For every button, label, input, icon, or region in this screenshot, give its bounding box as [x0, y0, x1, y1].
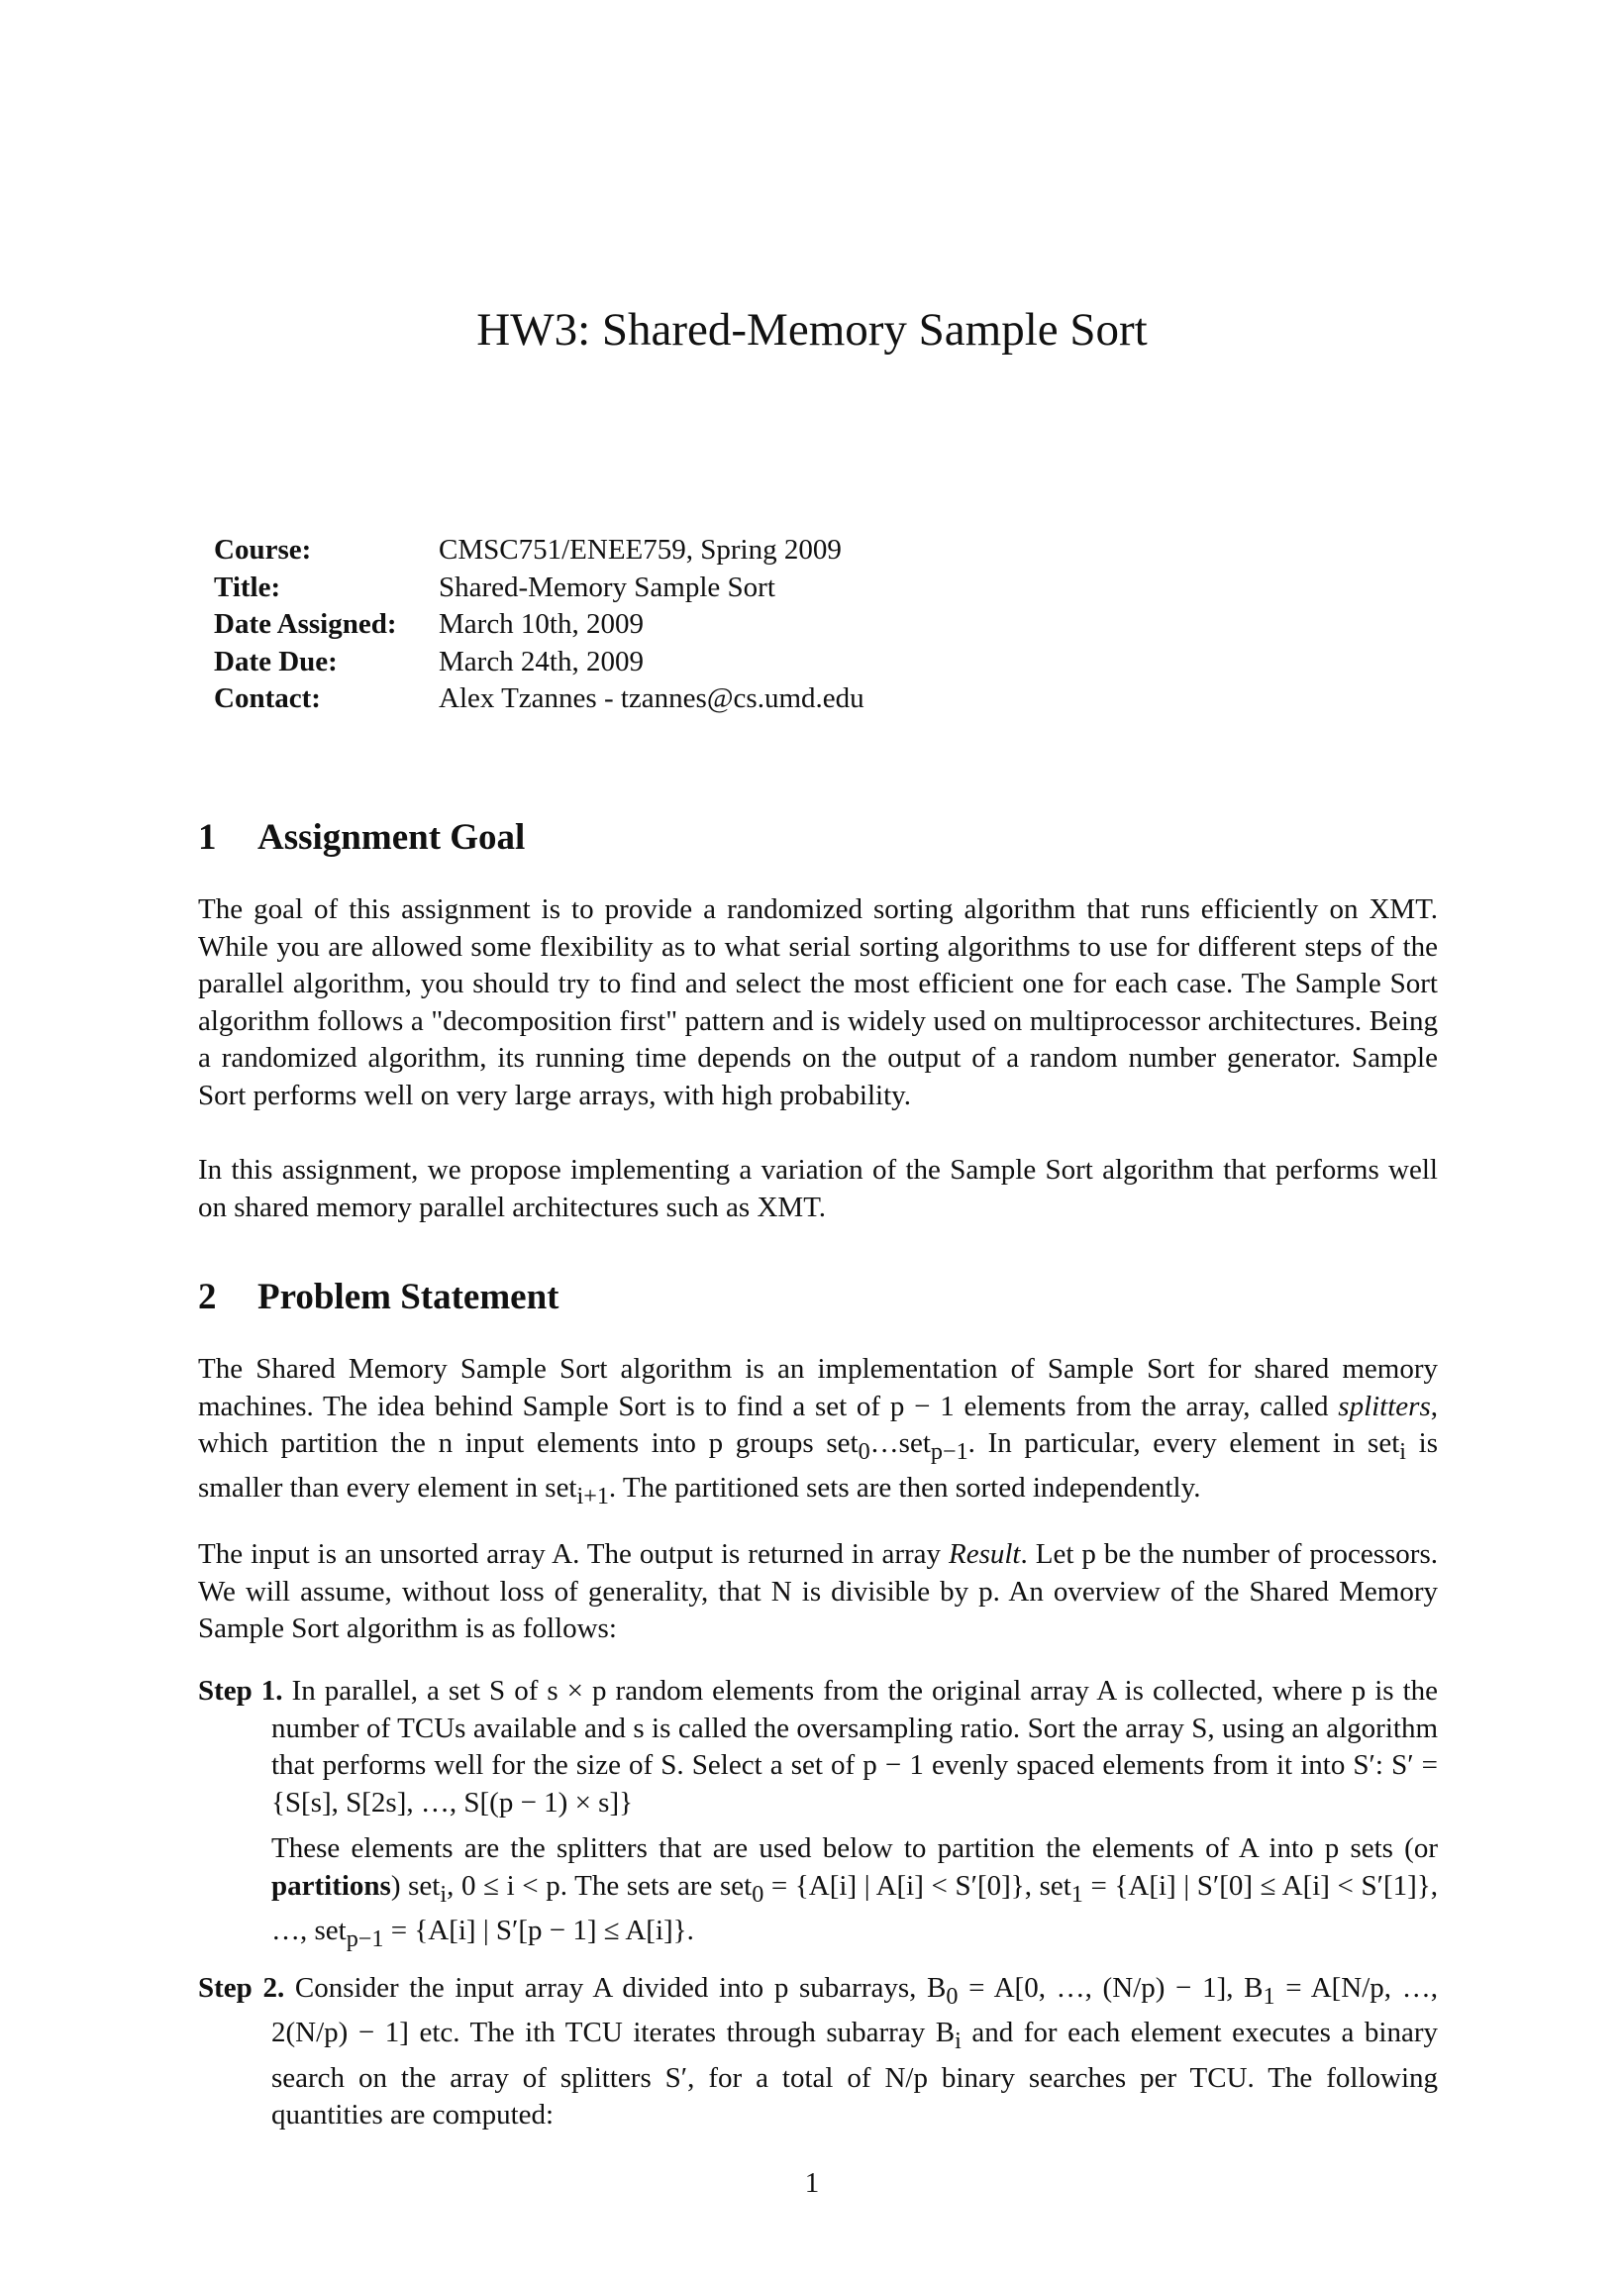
step-2	[198, 1970, 1438, 2134]
info-value: CMSC751/ENEE759, Spring 2009	[439, 534, 842, 566]
assignment-info-table	[214, 532, 864, 718]
section-number: 1	[198, 817, 217, 858]
step-label: Step 2.	[198, 1972, 285, 2004]
info-row-date-assigned	[214, 606, 864, 644]
info-label: Date Due:	[214, 645, 338, 677]
page-number: 1	[804, 2167, 820, 2199]
proposal-paragraph: In this assignment, we propose implementing a variation of the Sample Sort algorithm that performs well on shared memory parallel architectures such as XMT.	[198, 1154, 1438, 1223]
info-label: Date Assigned:	[214, 608, 397, 640]
info-value: Alex Tzannes - tzannes@cs.umd.edu	[439, 682, 864, 714]
section-heading-assignment-goal	[198, 816, 525, 860]
step-label: Step 1.	[198, 1675, 283, 1707]
step-1-text: Step 1. In parallel, a set S of s × p random elements from the original array A is collected, where p is the number of TCUs available and s is called the oversampling ratio. Sort the array S, using an algorithm that performs well for the size of S. Select a set of p − 1 evenly spaced elements from it into S′: S′ = {S[s], S[2s], …, S[(p − 1) × s]}	[198, 1675, 1439, 1819]
info-value: March 10th, 2009	[439, 608, 644, 640]
step-1	[198, 1673, 1438, 1957]
info-label: Title:	[214, 571, 281, 603]
section-number: 2	[198, 1277, 217, 1317]
problem-paragraph: The Shared Memory Sample Sort algorithm is an implementation of Sample Sort for shared memory machines. The idea behind Sample Sort is to find a set of p − 1 elements from the array, called splitters, which partition the n input elements into p groups set$_0$…set$_{p-1}$. In particular, every element in set$_i$ is smaller than every element in set$_{i+1}$. The partitioned sets are then sorted independently.	[198, 1353, 1439, 1510]
info-value: Shared-Memory Sample Sort	[439, 571, 775, 603]
info-row-date-due	[214, 644, 864, 681]
info-row-contact	[214, 680, 864, 718]
goal-paragraph: The goal of this assignment is to provide a randomized sorting algorithm that runs efficiently on XMT. While you are allowed some flexibility as to what serial sorting algorithms to use for different steps of the parallel algorithm, you should try to find and select the most efficient one for each case. The Sample Sort algorithm follows a "decomposition first" pattern and is widely used on multiprocessor architectures. Being a randomized algorithm, its running time depends on the output of a random number generator. Sample Sort performs well on very large arrays, with high probability.	[198, 893, 1438, 1111]
info-row-course	[214, 532, 864, 570]
info-label: Course:	[214, 534, 312, 566]
section-title: Assignment Goal	[257, 817, 526, 858]
info-row-title	[214, 570, 864, 607]
step-1-splitters-text: These elements are the splitters that are used below to partition the elements of A into p sets (or partitions) set$_i$, 0 ≤ i < p. The sets are set$_0$ = {A[i] | A[i] < S′[0]}, set$_1$ = {A[i] | S′[0] ≤ A[i] < S′[1]}, …, set$_{p-1}$ = {A[i] | S′[p − 1] ≤ A[i]}.	[271, 1832, 1438, 1952]
info-label: Contact:	[214, 682, 321, 714]
page-title: HW3: Shared-Memory Sample Sort	[476, 304, 1148, 356]
info-value: March 24th, 2009	[439, 645, 644, 677]
step-2-text: Step 2. Consider the input array A divided into p subarrays, $B_0 = A[0$, …, (N/p) − 1], $B_1 = A[N/p$, …, 2(N/p) − 1] etc. The ith TCU iterates through subarray $B_i$ and for each element executes a binary search on the array of splitters S′, for a total of N/p binary searches per TCU. The following quantities are computed:	[198, 1972, 1438, 2132]
section-heading-problem-statement	[198, 1276, 559, 1319]
input-output-paragraph: The input is an unsorted array A. The output is returned in array Result. Let p be the number of processors. We will assume, without loss of generality, that N is divisible by p. An overview of the Shared Memory Sample Sort algorithm is as follows:	[198, 1538, 1438, 1644]
section-title: Problem Statement	[257, 1277, 559, 1317]
